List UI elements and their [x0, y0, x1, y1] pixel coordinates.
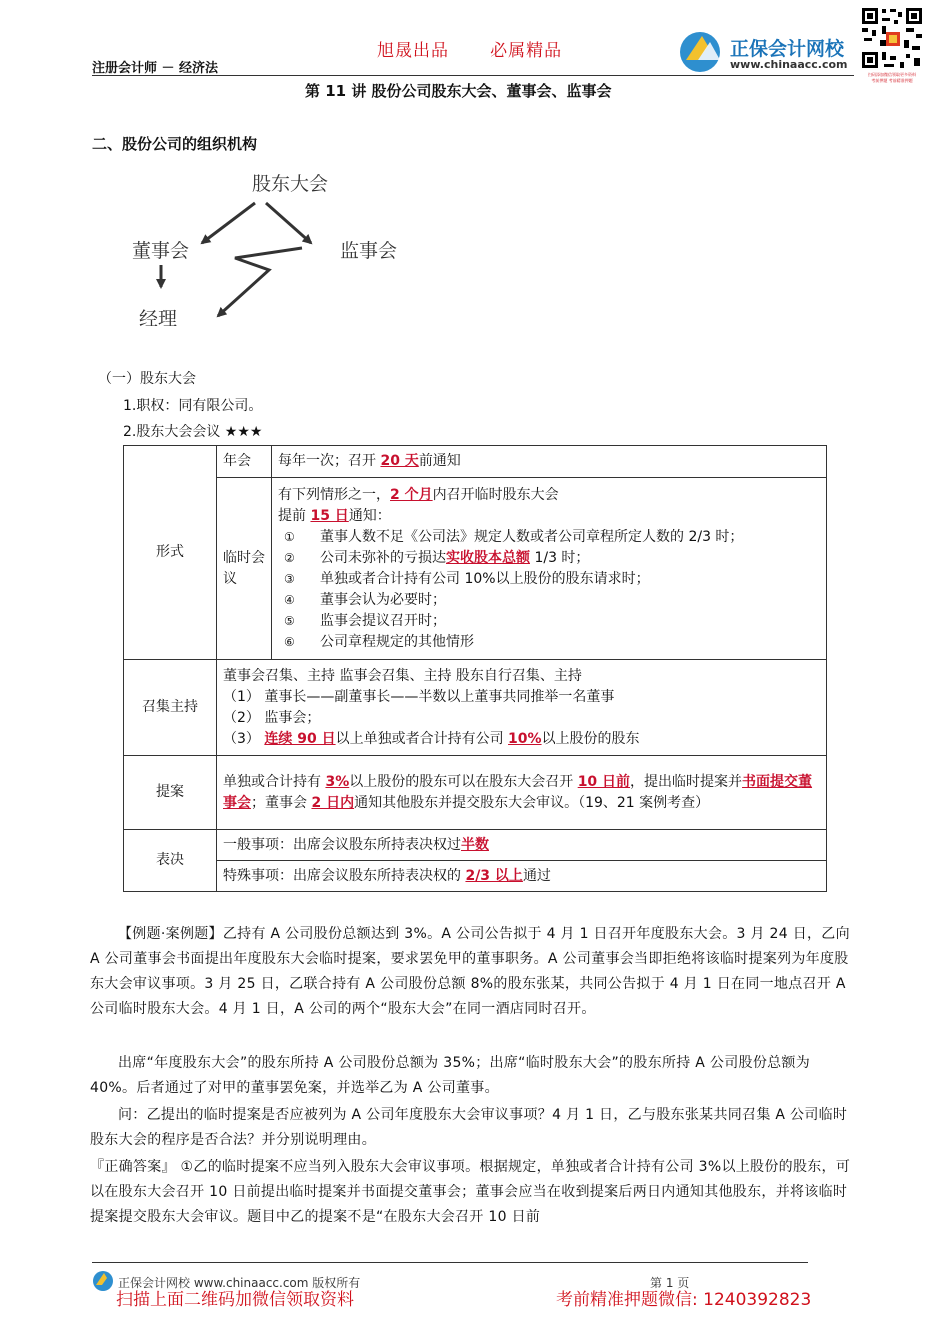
- annual-label: 年会: [217, 446, 272, 478]
- footer-rule: [92, 1262, 808, 1263]
- table-row: [124, 861, 827, 892]
- proposal-label: 提案: [124, 756, 217, 830]
- answer-paragraph: 『正确答案』 ①乙的临时提案不应当列入股东大会审议事项。根据规定，单独或者合计持有公司 3%以上股份的股东，可以在股东大会召开 10 日前提出临时提案并书面提交董事会；董事会应当在收到提案后两日内通知其他股东，并将该临时提案提交股东大会审议。题目中乙的提案不是“在股东大会召开 10 日前: [90, 1159, 851, 1225]
- vote-general: 一般事项：出席会议股东所持表决权过半数: [217, 830, 827, 861]
- diagram-node-supervisors: 监事会: [340, 240, 398, 262]
- diagram-node-board: 董事会: [132, 240, 190, 262]
- table-row: [124, 478, 827, 660]
- list-item: ② 公司未弥补的亏损达实收股本总额 1/3 时；: [284, 549, 590, 566]
- arrow-to-board: [202, 203, 255, 243]
- qr-caption-2: 考前押题 考前精准押题: [871, 78, 913, 83]
- table-row: [124, 756, 827, 830]
- table-row: [124, 660, 827, 756]
- example-paragraph: 【例题·案例题】乙持有 A 公司股份总额达到 3%。A 公司公告拟于 4 月 1 日召开年度股东大会。3 月 24 日，乙向 A 公司董事会书面提出年度股东大会临时提案，要求罢免甲的董事职务。A 公司董事会当即拒绝将该临时提案列为年度股东大会审议事项。3 月 25 日，乙联合持有 A 公司股份总额 8%的股东张某，共同公告拟于 4 月 1 日在同一地点召开 A 公司临时股东大会。4 月 1 日，A 公司的两个“股东大会”在同一酒店同时召开。: [90, 926, 850, 1017]
- footer-promo-left: 扫描上面二维码加微信领取资料: [116, 1290, 354, 1310]
- page-number: 第 1 页: [650, 1276, 690, 1290]
- condition-list: [278, 527, 820, 653]
- brand-right: 必属精品: [490, 41, 563, 61]
- list-item: ④ 董事会认为必要时；: [284, 591, 446, 608]
- arrow-supervise-loop: [218, 248, 302, 316]
- org-diagram-arrows: [0, 0, 950, 340]
- form-label: 形式: [124, 446, 217, 660]
- list-item: 2.股东大会会议 ★★★: [123, 424, 263, 440]
- convene-content: 董事会召集、主持 监事会召集、主持 股东自行召集、主持 （1） 董事长——副董事长——半数以上董事共同推举一名董事 （2） 监事会； （3） 连续 90 日以上单独或者合计持有公司 10%以上股份的股东: [217, 660, 827, 756]
- section-heading: 二、股份公司的组织机构: [92, 135, 258, 153]
- footer-copyright: 正保会计网校 www.chinaacc.com 版权所有: [118, 1276, 361, 1290]
- diagram-node-manager: 经理: [139, 308, 178, 330]
- temp-label: 临时会议: [217, 478, 272, 660]
- list-item: 1.职权：同有限公司。: [123, 398, 263, 414]
- annual-content: 每年一次；召开 20 天前通知: [272, 446, 827, 478]
- footer-logo-icon: [92, 1270, 114, 1292]
- table-row: [124, 446, 827, 478]
- list-item: ⑤ 监事会提议召开时；: [284, 612, 446, 629]
- subsection-heading: （一）股东大会: [98, 371, 196, 387]
- meeting-rules-table: [123, 445, 827, 892]
- page-title: 第 11 讲 股份公司股东大会、董事会、监事会: [305, 82, 612, 100]
- list-item: ① 董事人数不足《公司法》规定人数或者公司章程所定人数的 2/3 时；: [284, 528, 744, 545]
- convene-label: 召集主持: [124, 660, 217, 756]
- footer-logo: [92, 1270, 114, 1296]
- list-item: ⑥ 公司章程规定的其他情形: [284, 633, 474, 650]
- logo-text: 正保会计网校: [730, 38, 845, 60]
- question-paragraph: 问：乙提出的临时提案是否应被列为 A 公司年度股东大会审议事项？4 月 1 日，乙与股东张某共同召集 A 公司临时股东大会的程序是否合法？并分别说明理由。: [90, 1107, 848, 1148]
- vote-label: 表决: [124, 830, 217, 892]
- vote-special: 特殊事项：出席会议股东所持表决权的 2/3 以上通过: [217, 861, 827, 892]
- diagram-node-shareholders: 股东大会: [252, 173, 329, 195]
- arrow-to-supervisors: [266, 203, 311, 243]
- brand-left: 旭晟出品: [377, 41, 449, 61]
- course-name: 注册会计师 － 经济法: [92, 61, 219, 76]
- proposal-content: 单独或合计持有 3%以上股份的股东可以在股东大会召开 10 日前，提出临时提案并书面提交董事会；董事会 2 日内通知其他股东并提交股东大会审议。（19、21 案例考查）: [217, 756, 827, 830]
- list-item: ③ 单独或者合计持有公司 10%以上股份的股东请求时；: [284, 570, 650, 587]
- temp-content: 有下列情形之一，2 个月内召开临时股东大会 提前 15 日通知： ① 董事人数不足《公司法》规定人数或者公司章程所定人数的 2/3 时； ② 公司未弥补的亏损达实收股本总额 1/3 时； ③ 单独或者合计持有公司 10%以上股份的股东请求时； ④ 董事会认为必要时； ⑤ 监事会提议召开时； ⑥ 公司章程规定的其他情形: [272, 478, 827, 660]
- table-row: [124, 830, 827, 861]
- footer-promo-right: 考前精准押题微信: 1240392823: [556, 1290, 812, 1310]
- logo-url: www.chinaacc.com: [730, 58, 848, 71]
- qr-caption-1: 扫码添加微信领取更多资料: [868, 72, 916, 77]
- example-paragraph: 出席“年度股东大会”的股东所持 A 公司股份总额为 35%；出席“临时股东大会”的股东所持 A 公司股份总额为 40%。后者通过了对甲的董事罢免案，并选举乙为 A 公司董事。: [90, 1055, 811, 1096]
